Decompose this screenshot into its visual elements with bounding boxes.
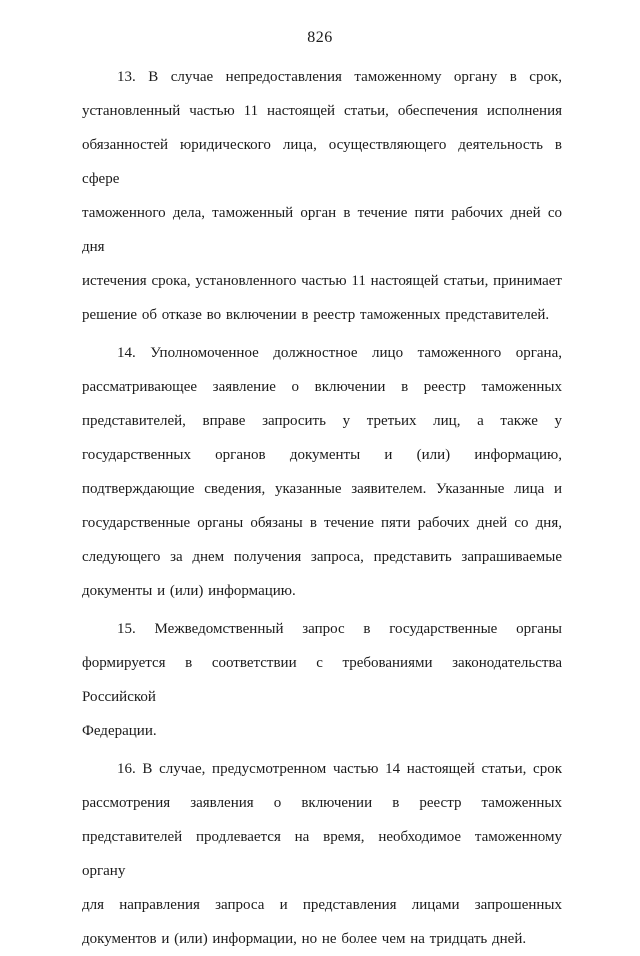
text-line: таможенного дела, таможенный орган в течение пяти рабочих дней со дня	[82, 205, 562, 255]
text-line: 16. В случае, предусмотренном частью 14 настоящей статьи, срок	[117, 761, 562, 777]
paragraph	[82, 752, 562, 956]
text-line: следующего за днем получения запроса, представить запрашиваемые	[82, 549, 562, 565]
paragraph	[82, 612, 562, 748]
paragraph	[82, 336, 562, 608]
text-line: 14. Уполномоченное должностное лицо таможенного органа,	[117, 345, 562, 361]
text-line: рассматривающее заявление о включении в реестр таможенных	[82, 379, 562, 395]
text-line: представителей продлевается на время, необходимое таможенному органу	[82, 829, 562, 879]
text-line: для направления запроса и представления лицами запрошенных	[82, 897, 562, 913]
text-line: решение об отказе во включении в реестр таможенных представителей.	[82, 307, 550, 323]
document-body	[82, 60, 562, 956]
text-line: государственных органов документы и (или) информацию,	[82, 447, 562, 463]
text-line: Федерации.	[82, 723, 157, 739]
paragraph	[82, 60, 562, 332]
text-line: государственные органы обязаны в течение пяти рабочих дней со дня,	[82, 515, 562, 531]
text-line: документов и (или) информации, но не более чем на тридцать дней.	[82, 931, 527, 947]
text-line: представителей, вправе запросить у третьих лиц, а также у	[82, 413, 562, 429]
text-line: формируется в соответствии с требованиями законодательства Российской	[82, 655, 562, 705]
text-line: рассмотрения заявления о включении в реестр таможенных	[82, 795, 562, 811]
page-number: 826	[307, 29, 333, 46]
text-line: истечения срока, установленного частью 11 настоящей статьи, принимает	[82, 273, 562, 289]
text-line: обязанностей юридического лица, осуществляющего деятельность в сфере	[82, 137, 562, 187]
text-line: 15. Межведомственный запрос в государственные органы	[117, 621, 562, 637]
text-line: подтверждающие сведения, указанные заявителем. Указанные лица и	[82, 481, 562, 497]
text-line: установленный частью 11 настоящей статьи, обеспечения исполнения	[82, 103, 562, 119]
text-line: документы и (или) информацию.	[82, 583, 296, 599]
text-line: 13. В случае непредоставления таможенному органу в срок,	[117, 69, 562, 85]
